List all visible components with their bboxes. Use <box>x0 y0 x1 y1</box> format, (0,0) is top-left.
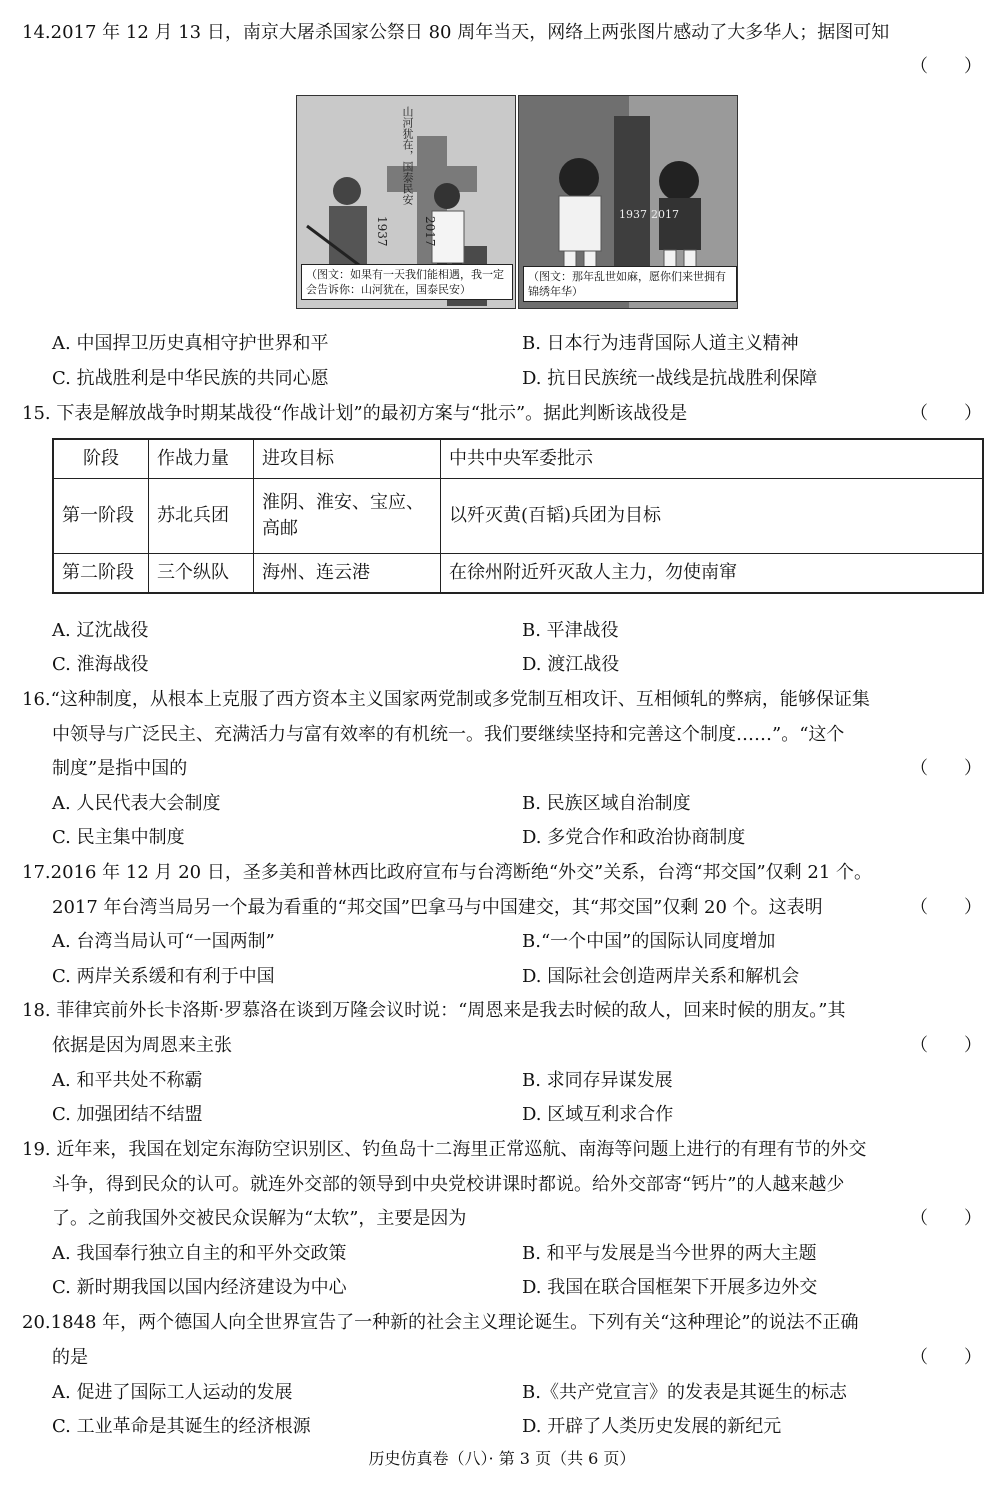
table-header-cell: 中共中央军委批示 <box>441 439 984 479</box>
q20-answer-paren: （ ） <box>910 1347 982 1368</box>
table-cell: 第二阶段 <box>53 554 149 594</box>
table-row <box>53 554 983 594</box>
q14-image-left-year-1: 1937 <box>375 216 389 247</box>
table-cell: 苏北兵团 <box>149 479 254 554</box>
q18-option-c[interactable]: C. 加强团结不结盟 <box>52 1104 203 1125</box>
q15-option-d[interactable]: D. 渡江战役 <box>522 654 620 675</box>
q19-option-b[interactable]: B. 和平与发展是当今世界的两大主题 <box>522 1243 817 1264</box>
q14-image-right-caption: （图文：那年乱世如麻，愿你们来世拥有锦绣年华） <box>523 266 737 302</box>
q18-option-b[interactable]: B. 求同存异谋发展 <box>522 1070 673 1091</box>
q14-stem: 14.2017 年 12 月 13 日，南京大屠杀国家公祭日 80 周年当天，网络上两张图片感动了大多华人；据图可知 <box>22 22 890 43</box>
page-footer: 历史仿真卷（八）· 第 3 页（共 6 页） <box>368 1449 636 1468</box>
q17-option-b[interactable]: B.“一个中国”的国际认同度增加 <box>522 931 776 952</box>
q20-option-b[interactable]: B.《共产党宣言》的发表是其诞生的标志 <box>522 1382 847 1403</box>
q15-option-b[interactable]: B. 平津战役 <box>522 620 619 641</box>
q14-image-left-vtext: 山河犹在，国泰民安 <box>401 106 414 205</box>
q17-option-a[interactable]: A. 台湾当局认可“一国两制” <box>52 931 275 952</box>
q17-stem-line-2: 2017 年台湾当局另一个最为看重的“邦交国”巴拿马与中国建交，其“邦交国”仅剩 20 个。这表明 <box>52 897 823 918</box>
q14-answer-paren: （ ） <box>910 56 982 77</box>
q16-option-b[interactable]: B. 民族区域自治制度 <box>522 793 691 814</box>
table-header-cell: 进攻目标 <box>254 439 441 479</box>
q16-stem-line-3: 制度”是指中国的 <box>52 758 188 779</box>
q16-option-c[interactable]: C. 民主集中制度 <box>52 827 185 848</box>
q20-option-d[interactable]: D. 开辟了人类历史发展的新纪元 <box>522 1416 782 1437</box>
q14-option-c[interactable]: C. 抗战胜利是中华民族的共同心愿 <box>52 368 329 389</box>
q15-stem: 15. 下表是解放战争时期某战役“作战计划”的最初方案与“批示”。据此判断该战役是 <box>22 403 688 424</box>
q17-option-d[interactable]: D. 国际社会创造两岸关系和解机会 <box>522 966 800 987</box>
q19-answer-paren: （ ） <box>910 1208 982 1229</box>
q16-stem-line-1: 16.“这种制度，从根本上克服了西方资本主义国家两党制或多党制互相攻讦、互相倾轧的弊病，能够保证集 <box>22 689 870 710</box>
table-cell: 海州、连云港 <box>254 554 441 594</box>
q14-image-left <box>296 95 516 309</box>
table-header-cell: 阶段 <box>53 439 149 479</box>
q19-stem-line-3: 了。之前我国外交被民众误解为“太软”，主要是因为 <box>52 1208 467 1229</box>
q20-stem-line-1: 20.1848 年，两个德国人向全世界宣告了一种新的社会主义理论诞生。下列有关“这种理论”的说法不正确 <box>22 1312 859 1333</box>
table-header-cell: 作战力量 <box>149 439 254 479</box>
table-cell: 第一阶段 <box>53 479 149 554</box>
q19-stem-line-2: 斗争，得到民众的认可。就连外交部的领导到中央党校讲课时都说。给外交部寄“钙片”的人越来越少 <box>52 1174 845 1195</box>
q14-image-left-caption: （图文：如果有一天我们能相遇，我一定会告诉你：山河犹在，国泰民安） <box>301 264 513 300</box>
q16-stem-line-2: 中领导与广泛民主、充满活力与富有效率的有机统一。我们要继续坚持和完善这个制度……”。“这个 <box>52 724 845 745</box>
table-row <box>53 479 983 554</box>
q14-option-a[interactable]: A. 中国捍卫历史真相守护世界和平 <box>52 333 329 354</box>
q14-option-b[interactable]: B. 日本行为违背国际人道主义精神 <box>522 333 799 354</box>
q14-option-d[interactable]: D. 抗日民族统一战线是抗战胜利保障 <box>522 368 818 389</box>
table-cell: 三个纵队 <box>149 554 254 594</box>
q16-option-a[interactable]: A. 人民代表大会制度 <box>52 793 221 814</box>
q17-answer-paren: （ ） <box>910 897 982 918</box>
q17-stem-line-1: 17.2016 年 12 月 20 日，圣多美和普林西比政府宣布与台湾断绝“外交”关系，台湾“邦交国”仅剩 21 个。 <box>22 862 873 883</box>
q20-option-c[interactable]: C. 工业革命是其诞生的经济根源 <box>52 1416 311 1437</box>
q18-option-d[interactable]: D. 区域互利求合作 <box>522 1104 674 1125</box>
q20-stem-line-2: 的是 <box>52 1347 88 1368</box>
q19-option-c[interactable]: C. 新时期我国以国内经济建设为中心 <box>52 1277 347 1298</box>
q16-answer-paren: （ ） <box>910 758 982 779</box>
q18-stem-line-2: 依据是因为周恩来主张 <box>52 1035 232 1056</box>
table-cell: 在徐州附近歼灭敌人主力，勿使南窜 <box>441 554 984 594</box>
table-cell: 以歼灭黄(百韬)兵团为目标 <box>441 479 984 554</box>
q14-image-right-year-2: 2017 <box>651 208 679 221</box>
table-header-row <box>53 439 983 479</box>
q16-option-d[interactable]: D. 多党合作和政治协商制度 <box>522 827 746 848</box>
q15-answer-paren: （ ） <box>910 403 982 424</box>
q14-image-left-year-2: 2017 <box>423 216 437 247</box>
q19-stem-line-1: 19. 近年来，我国在划定东海防空识别区、钓鱼岛十二海里正常巡航、南海等问题上进行的有理有节的外交 <box>22 1139 867 1160</box>
q14-image-right-year-1: 1937 <box>619 208 647 221</box>
q19-option-a[interactable]: A. 我国奉行独立自主的和平外交政策 <box>52 1243 347 1264</box>
table-cell: 淮阴、淮安、宝应、高邮 <box>254 479 441 554</box>
q19-option-d[interactable]: D. 我国在联合国框架下开展多边外交 <box>522 1277 818 1298</box>
q20-option-a[interactable]: A. 促进了国际工人运动的发展 <box>52 1382 293 1403</box>
q18-option-a[interactable]: A. 和平共处不称霸 <box>52 1070 203 1091</box>
q15-option-a[interactable]: A. 辽沈战役 <box>52 620 149 641</box>
q15-option-c[interactable]: C. 淮海战役 <box>52 654 149 675</box>
q14-image-right <box>518 95 738 309</box>
q18-answer-paren: （ ） <box>910 1035 982 1056</box>
q15-battle-table <box>52 438 984 594</box>
q18-stem-line-1: 18. 菲律宾前外长卡洛斯·罗慕洛在谈到万隆会议时说：“周恩来是我去时候的敌人，回来时候的朋友。”其 <box>22 1000 846 1021</box>
q17-option-c[interactable]: C. 两岸关系缓和有利于中国 <box>52 966 275 987</box>
